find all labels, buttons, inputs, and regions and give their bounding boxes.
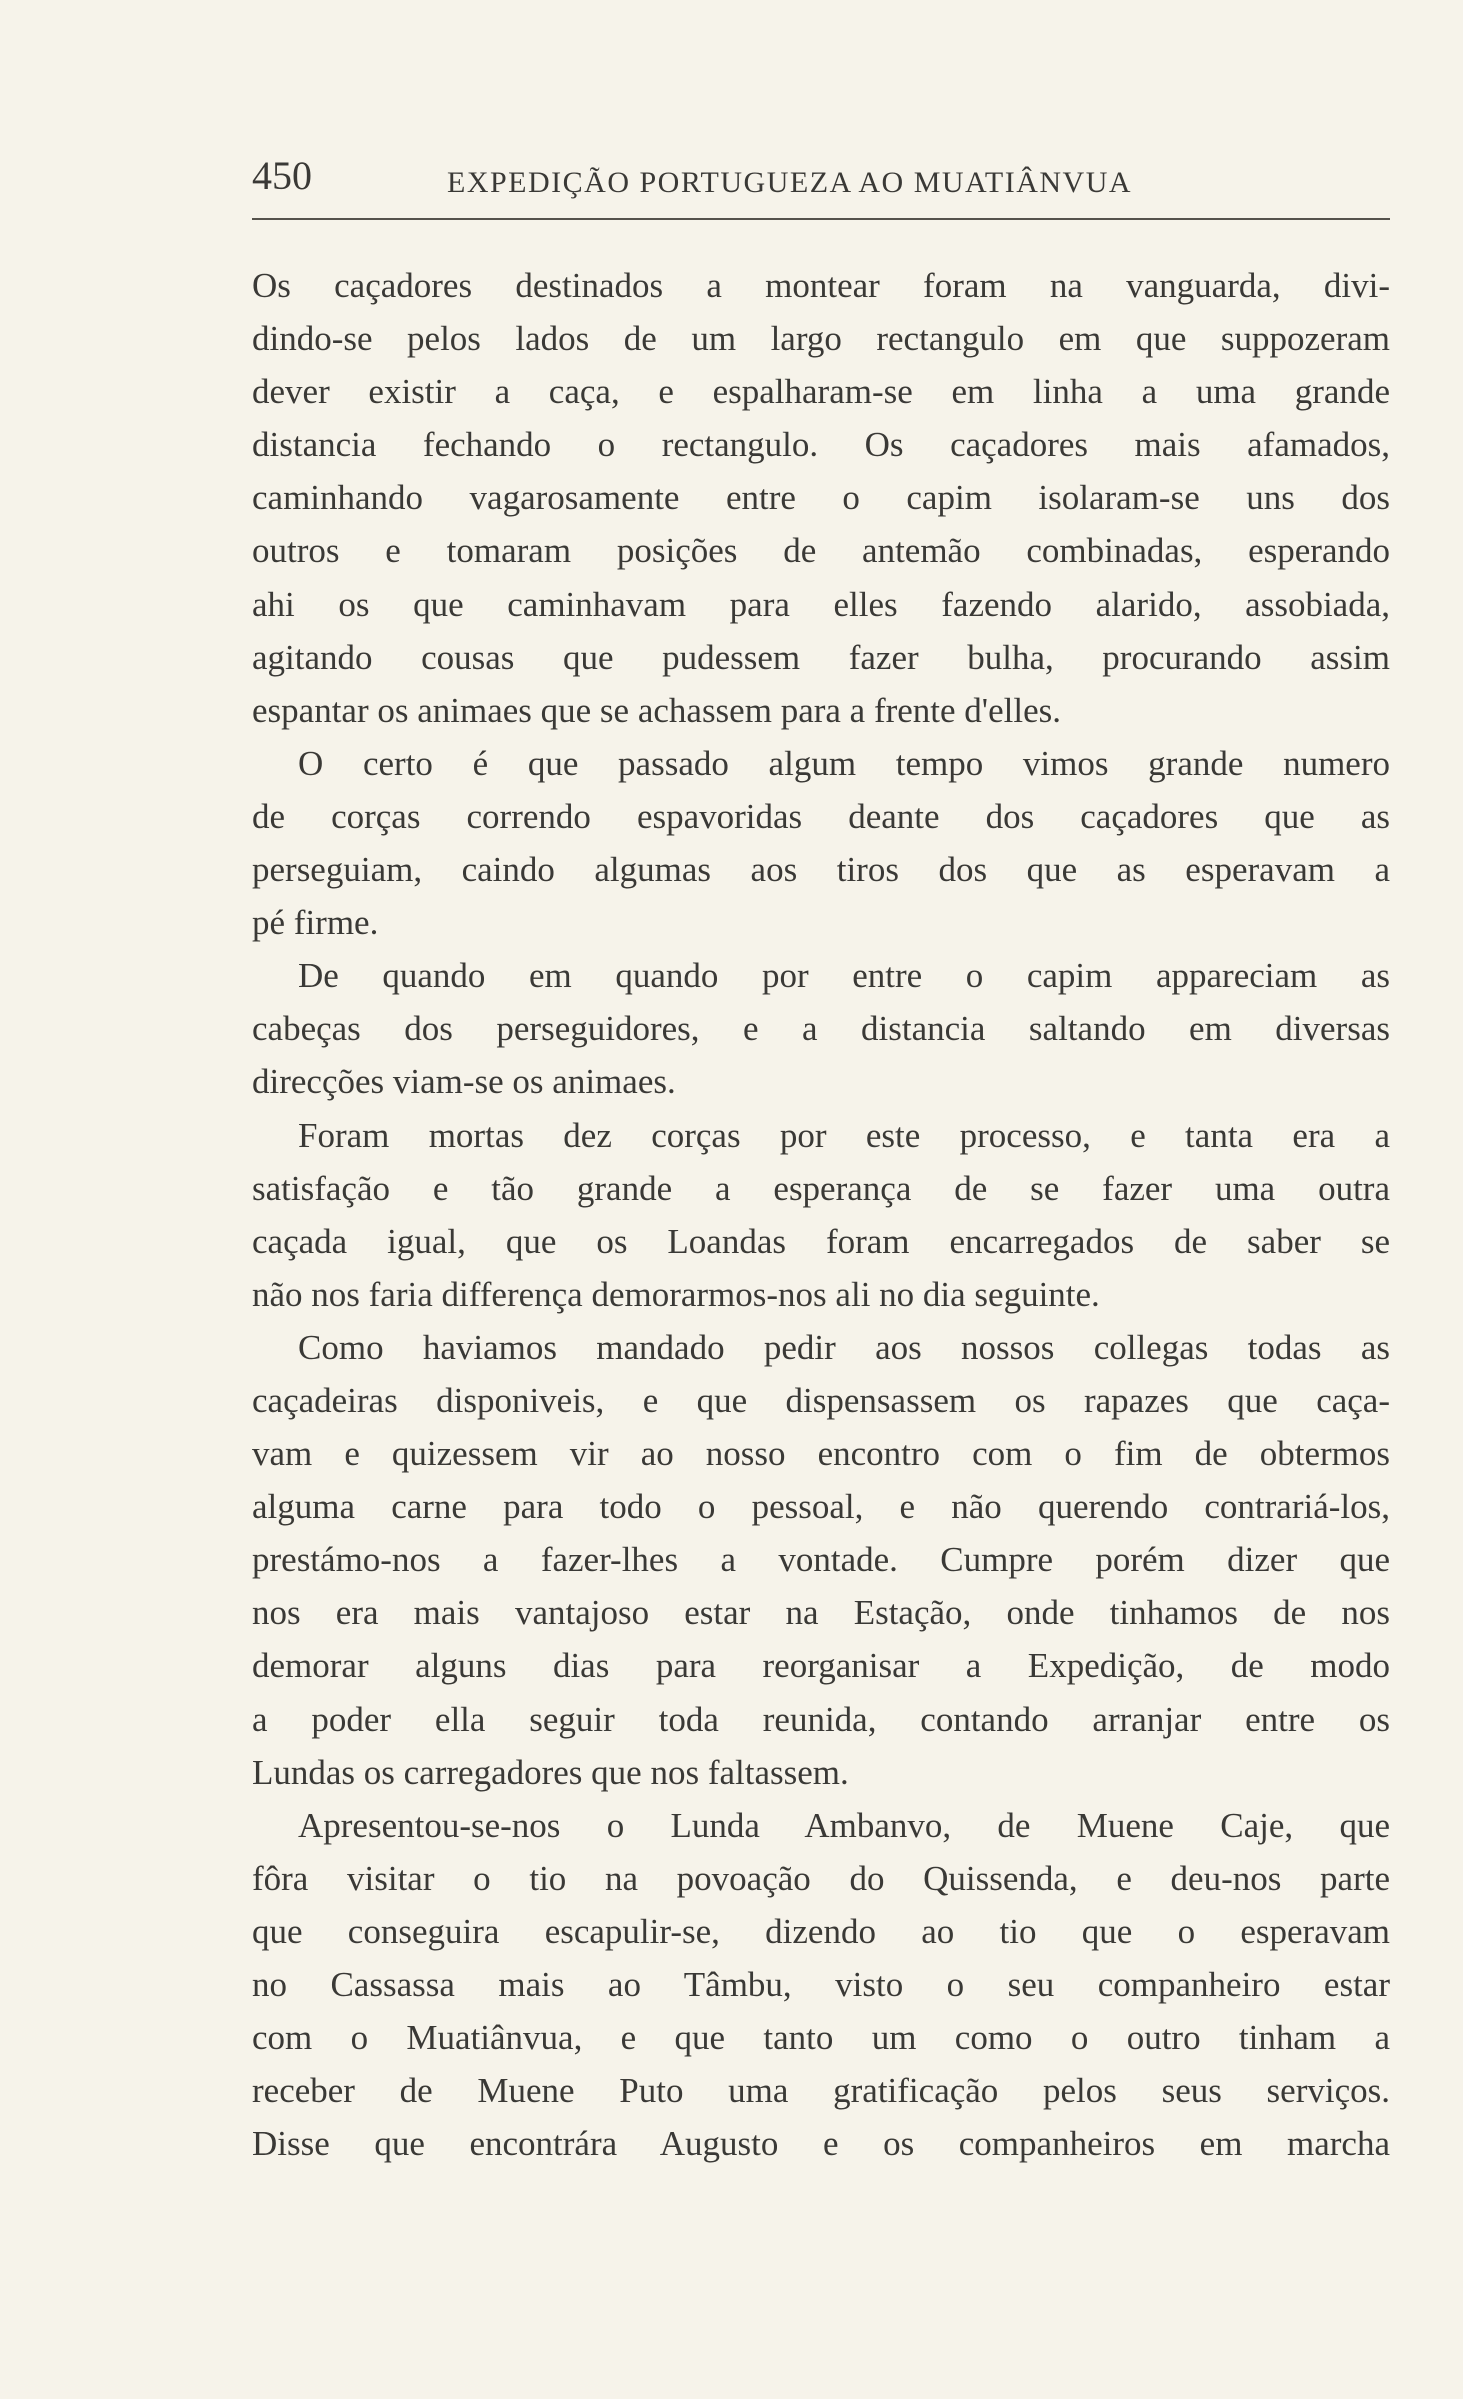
paragraph-start: O certo é que passado algum tempo vimos grande numero xyxy=(298,743,1390,783)
page-number: 450 xyxy=(252,153,312,198)
text-line: dindo-se pelos lados de um largo rectangulo em que suppozeram xyxy=(252,319,1390,359)
text-line: alguma carne para todo o pessoal, e não querendo contrariá-los, xyxy=(252,1487,1390,1527)
text-line: que conseguira escapulir-se, dizendo ao tio que o esperavam xyxy=(252,1911,1390,1951)
page-header xyxy=(252,150,1390,208)
text-line: não nos faria differença demorarmos-nos ali no dia seguinte. xyxy=(252,1274,1100,1314)
text-line: receber de Muene Puto uma gratificação pelos seus serviços. xyxy=(252,2071,1390,2111)
text-line: a poder ella seguir toda reunida, contando arranjar entre os xyxy=(252,1699,1390,1739)
text-line: pé firme. xyxy=(252,903,379,943)
text-line: com o Muatiânvua, e que tanto um como o outro tinham a xyxy=(252,2018,1390,2058)
text-line: caminhando vagarosamente entre o capim isolaram-se uns dos xyxy=(252,478,1390,518)
text-line: satisfação e tão grande a esperança de se fazer uma outra xyxy=(252,1168,1390,1208)
header-rule xyxy=(252,218,1390,220)
text-line: direcções viam-se os animaes. xyxy=(252,1062,676,1102)
text-line: distancia fechando o rectangulo. Os caçadores mais afamados, xyxy=(252,425,1390,465)
text-line: outros e tomaram posições de antemão combinadas, esperando xyxy=(252,531,1390,571)
text-line: fôra visitar o tio na povoação do Quissenda, e deu-nos parte xyxy=(252,1858,1390,1898)
text-line: vam e quizessem vir ao nosso encontro com o fim de obtermos xyxy=(252,1434,1390,1474)
paragraph-start: Foram mortas dez corças por este processo, e tanta era a xyxy=(298,1115,1390,1155)
paragraph-start: Como haviamos mandado pedir aos nossos collegas todas as xyxy=(298,1327,1390,1367)
text-line: Disse que encontrára Augusto e os companheiros em marcha xyxy=(252,2124,1390,2164)
text-line: demorar alguns dias para reorganisar a Expedição, de modo xyxy=(252,1646,1390,1686)
text-line: perseguiam, caindo algumas aos tiros dos que as esperavam a xyxy=(252,850,1390,890)
text-line: no Cassassa mais ao Tâmbu, visto o seu companheiro estar xyxy=(252,1965,1390,2004)
text-line: prestámo-nos a fazer-lhes a vontade. Cumpre porém dizer que xyxy=(252,1540,1390,1580)
text-line: agitando cousas que pudessem fazer bulha, procurando assim xyxy=(252,637,1390,677)
text-line: dever existir a caça, e espalharam-se em linha a uma grande xyxy=(252,372,1390,412)
text-line: Lundas os carregadores que nos faltassem. xyxy=(252,1752,849,1792)
text-line: caçadeiras disponiveis, e que dispensassem os rapazes que caça- xyxy=(252,1380,1390,1420)
body-text xyxy=(252,259,1390,2170)
text-line: Os caçadores destinados a montear foram na vanguarda, divi- xyxy=(252,266,1390,305)
paragraph-start: De quando em quando por entre o capim appareciam as xyxy=(298,956,1390,996)
text-line: caçada igual, que os Loandas foram encarregados de saber se xyxy=(252,1221,1390,1261)
paragraph-start: Apresentou-se-nos o Lunda Ambanvo, de Muene Caje, que xyxy=(298,1805,1390,1845)
text-line: espantar os animaes que se achassem para a frente d'elles. xyxy=(252,690,1061,730)
text-line: de corças correndo espavoridas deante dos caçadores que as xyxy=(252,796,1390,836)
text-line: cabeças dos perseguidores, e a distancia saltando em diversas xyxy=(252,1009,1390,1049)
text-line: nos era mais vantajoso estar na Estação, onde tinhamos de nos xyxy=(252,1593,1390,1633)
text-line: ahi os que caminhavam para elles fazendo alarido, assobiada, xyxy=(252,584,1390,624)
running-title: EXPEDIÇÃO PORTUGUEZA AO MUATIÂNVUA xyxy=(447,166,1133,199)
